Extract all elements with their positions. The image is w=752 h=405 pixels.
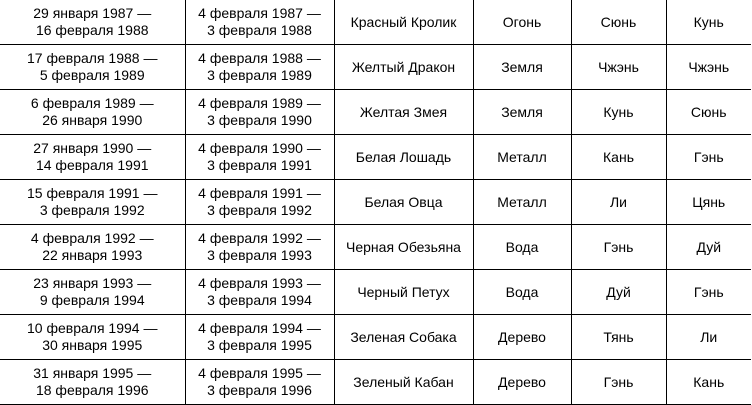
- lunar-year-start: 27 января 1990 —: [33, 140, 152, 156]
- solar-year-start: 4 февраля 1989 —: [198, 95, 321, 111]
- solar-year-range-cell: [185, 90, 334, 135]
- solar-year-range-cell: [185, 315, 334, 360]
- animal-cell: Желтая Змея: [334, 90, 473, 135]
- solar-year-end: 3 февраля 1994: [207, 292, 312, 308]
- lunar-year-start: 29 января 1987 —: [33, 5, 152, 21]
- element-cell: Вода: [473, 225, 571, 270]
- trigram-cell-2: Ли: [666, 315, 751, 360]
- solar-year-start: 4 февраля 1995 —: [198, 365, 321, 381]
- table-row: [0, 225, 751, 270]
- solar-year-end: 3 февраля 1990: [207, 112, 312, 128]
- solar-year-start: 4 февраля 1988 —: [198, 50, 321, 66]
- lunar-year-range-cell: [0, 180, 185, 225]
- solar-year-range-cell: [185, 360, 334, 405]
- element-cell: Вода: [473, 270, 571, 315]
- solar-year-range-cell: [185, 225, 334, 270]
- solar-year-start: 4 февраля 1993 —: [198, 275, 321, 291]
- lunar-year-start: 31 января 1995 —: [33, 365, 152, 381]
- trigram-cell: Дуй: [571, 270, 666, 315]
- solar-year-end: 3 февраля 1995: [207, 337, 312, 353]
- lunar-year-start: 23 января 1993 —: [33, 275, 152, 291]
- trigram-cell: Чжэнь: [571, 45, 666, 90]
- lunar-year-end: 9 февраля 1994: [39, 292, 145, 308]
- lunar-year-end: 14 февраля 1991: [35, 157, 149, 173]
- animal-cell: Белая Лошадь: [334, 135, 473, 180]
- lunar-year-end: 26 января 1990: [42, 112, 143, 128]
- table-row: [0, 90, 751, 135]
- element-cell: Металл: [473, 180, 571, 225]
- lunar-year-end: 30 января 1995: [42, 337, 143, 353]
- trigram-cell-2: Цянь: [666, 180, 751, 225]
- lunar-year-range-cell: [0, 0, 185, 45]
- lunar-year-range-cell: [0, 225, 185, 270]
- animal-cell: Белая Овца: [334, 180, 473, 225]
- trigram-cell-2: Гэнь: [666, 135, 751, 180]
- lunar-year-start: 4 февраля 1992 —: [30, 230, 154, 246]
- trigram-cell: Кань: [571, 135, 666, 180]
- lunar-year-end: 16 февраля 1988: [35, 22, 149, 38]
- trigram-cell: Гэнь: [571, 360, 666, 405]
- lunar-year-range-cell: [0, 360, 185, 405]
- trigram-cell: Кунь: [571, 90, 666, 135]
- solar-year-start: 4 февраля 1992 —: [198, 230, 321, 246]
- solar-year-end: 3 февраля 1989: [207, 67, 312, 83]
- trigram-cell-2: Кунь: [666, 0, 751, 45]
- solar-year-range-cell: [185, 45, 334, 90]
- animal-cell: Черная Обезьяна: [334, 225, 473, 270]
- solar-year-range-cell: [185, 270, 334, 315]
- trigram-cell: Гэнь: [571, 225, 666, 270]
- lunar-year-start: 17 февраля 1988 —: [27, 50, 158, 66]
- solar-year-end: 3 февраля 1992: [207, 202, 312, 218]
- solar-year-start: 4 февраля 1991 —: [198, 185, 321, 201]
- animal-cell: Черный Петух: [334, 270, 473, 315]
- trigram-cell-2: Гэнь: [666, 270, 751, 315]
- trigram-cell-2: Кань: [666, 360, 751, 405]
- solar-year-start: 4 февраля 1990 —: [198, 140, 321, 156]
- lunar-year-start: 6 февраля 1989 —: [30, 95, 154, 111]
- lunar-year-range-cell: [0, 315, 185, 360]
- trigram-cell-2: Чжэнь: [666, 45, 751, 90]
- animal-cell: Зеленая Собака: [334, 315, 473, 360]
- element-cell: Земля: [473, 45, 571, 90]
- lunar-year-end: 18 февраля 1996: [35, 382, 149, 398]
- trigram-cell-2: Сюнь: [666, 90, 751, 135]
- element-cell: Огонь: [473, 0, 571, 45]
- solar-year-range-cell: [185, 135, 334, 180]
- lunar-year-end: 22 января 1993: [42, 247, 143, 263]
- table-row: [0, 360, 751, 405]
- animal-cell: Зеленый Кабан: [334, 360, 473, 405]
- lunar-year-start: 10 февраля 1994 —: [27, 320, 158, 336]
- trigram-cell-2: Дуй: [666, 225, 751, 270]
- solar-year-end: 3 февраля 1993: [207, 247, 312, 263]
- element-cell: Дерево: [473, 315, 571, 360]
- solar-year-end: 3 февраля 1991: [207, 157, 312, 173]
- lunar-year-end: 3 февраля 1992: [39, 202, 145, 218]
- element-cell: Металл: [473, 135, 571, 180]
- solar-year-start: 4 февраля 1987 —: [198, 5, 321, 21]
- table-row: [0, 0, 751, 45]
- element-cell: Земля: [473, 90, 571, 135]
- table-row: [0, 270, 751, 315]
- lunar-year-start: 15 февраля 1991 —: [27, 185, 158, 201]
- lunar-year-end: 5 февраля 1989: [39, 67, 145, 83]
- table-row: [0, 315, 751, 360]
- lunar-year-range-cell: [0, 45, 185, 90]
- solar-year-range-cell: [185, 180, 334, 225]
- lunar-year-range-cell: [0, 135, 185, 180]
- table-row: [0, 180, 751, 225]
- lunar-year-range-cell: [0, 270, 185, 315]
- lunar-year-range-cell: [0, 90, 185, 135]
- animal-cell: Красный Кролик: [334, 0, 473, 45]
- table-row: [0, 135, 751, 180]
- solar-year-start: 4 февраля 1994 —: [198, 320, 321, 336]
- solar-year-end: 3 февраля 1988: [207, 22, 312, 38]
- trigram-cell: Тянь: [571, 315, 666, 360]
- solar-year-range-cell: [185, 0, 334, 45]
- animal-cell: Желтый Дракон: [334, 45, 473, 90]
- table-row: [0, 45, 751, 90]
- solar-year-end: 3 февраля 1996: [207, 382, 312, 398]
- element-cell: Дерево: [473, 360, 571, 405]
- trigram-cell: Ли: [571, 180, 666, 225]
- trigram-cell: Сюнь: [571, 0, 666, 45]
